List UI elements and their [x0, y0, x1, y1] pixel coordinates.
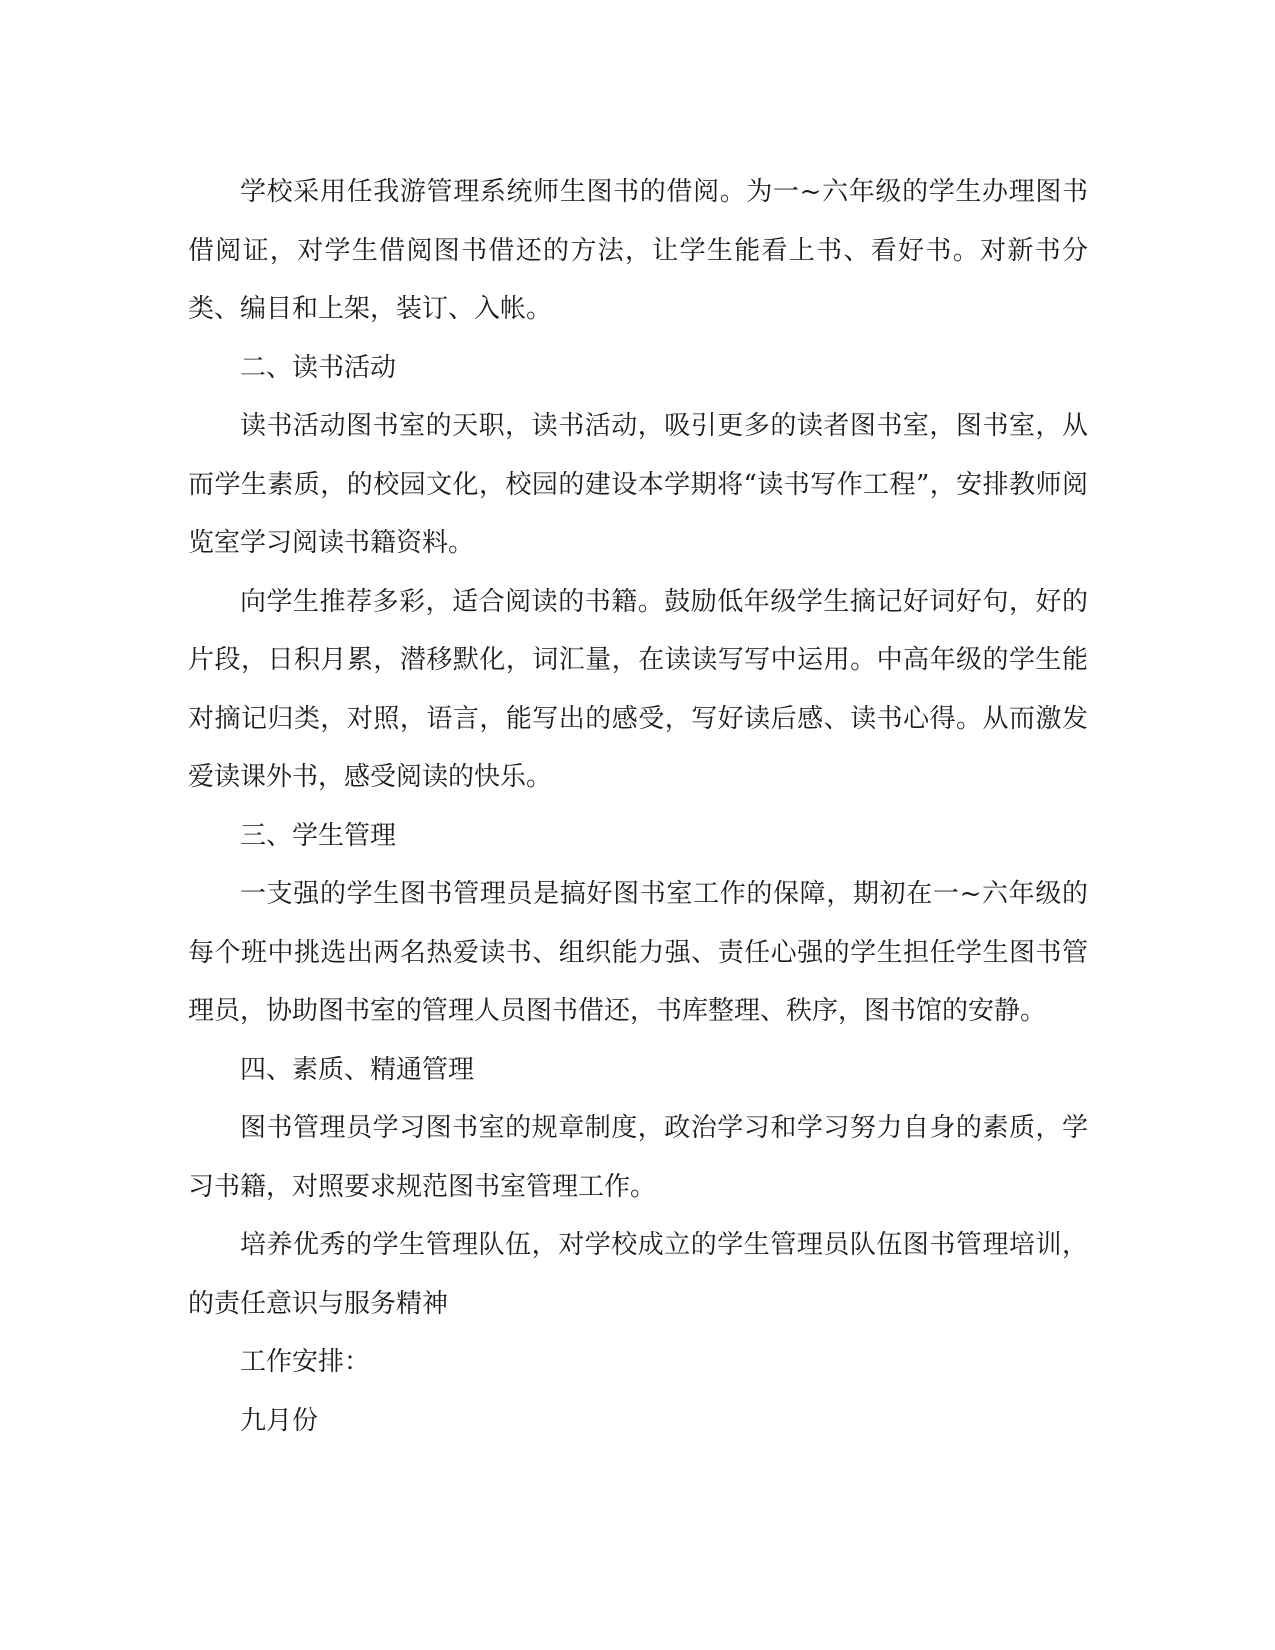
paragraph-reading-activities: 读书活动图书室的天职，读书活动，吸引更多的读者图书室，图书室，从而学生素质，的校园文化，校园的建设本学期将“读书写作工程”，安排教师阅览室学习阅读书籍资料。 [188, 411, 1088, 558]
paragraph-librarian-study: 图书管理员学习图书室的规章制度，政治学习和学习努力自身的素质，学习书籍，对照要求规范图书室管理工作。 [188, 1113, 1088, 1202]
document-body [188, 163, 1088, 1450]
section-heading-reading-activities: 二、读书活动 [240, 352, 397, 383]
section-heading-work-schedule: 工作安排： [240, 1347, 371, 1377]
paragraph-library-system: 学校采用任我游管理系统师生图书的借阅。为一~六年级的学生办理图书借阅证，对学生借阅图书借还的方法，让学生能看上书、看好书。对新书分类、编目和上架，装订、入帐。 [188, 177, 1088, 324]
schedule-month-september: 九月份 [240, 1405, 319, 1436]
paragraph-team-training: 培养优秀的学生管理队伍，对学校成立的学生管理员队伍图书管理培训，的责任意识与服务精神 [188, 1230, 1088, 1319]
section-heading-quality-management: 四、素质、精通管理 [240, 1054, 475, 1085]
section-heading-student-management: 三、学生管理 [240, 820, 397, 851]
paragraph-student-librarians: 一支强的学生图书管理员是搞好图书室工作的保障，期初在一~六年级的每个班中挑选出两名热爱读书、组织能力强、责任心强的学生担任学生图书管理员，协助图书室的管理人员图书借还，书库整理、秩序，图书馆的安静。 [188, 879, 1088, 1026]
paragraph-book-recommendations: 向学生推荐多彩，适合阅读的书籍。鼓励低年级学生摘记好词好句，好的片段，日积月累，潜移默化，词汇量，在读读写写中运用。中高年级的学生能对摘记归类，对照，语言，能写出的感受，写好读后感、读书心得。从而激发爱读课外书，感受阅读的快乐。 [188, 586, 1088, 792]
